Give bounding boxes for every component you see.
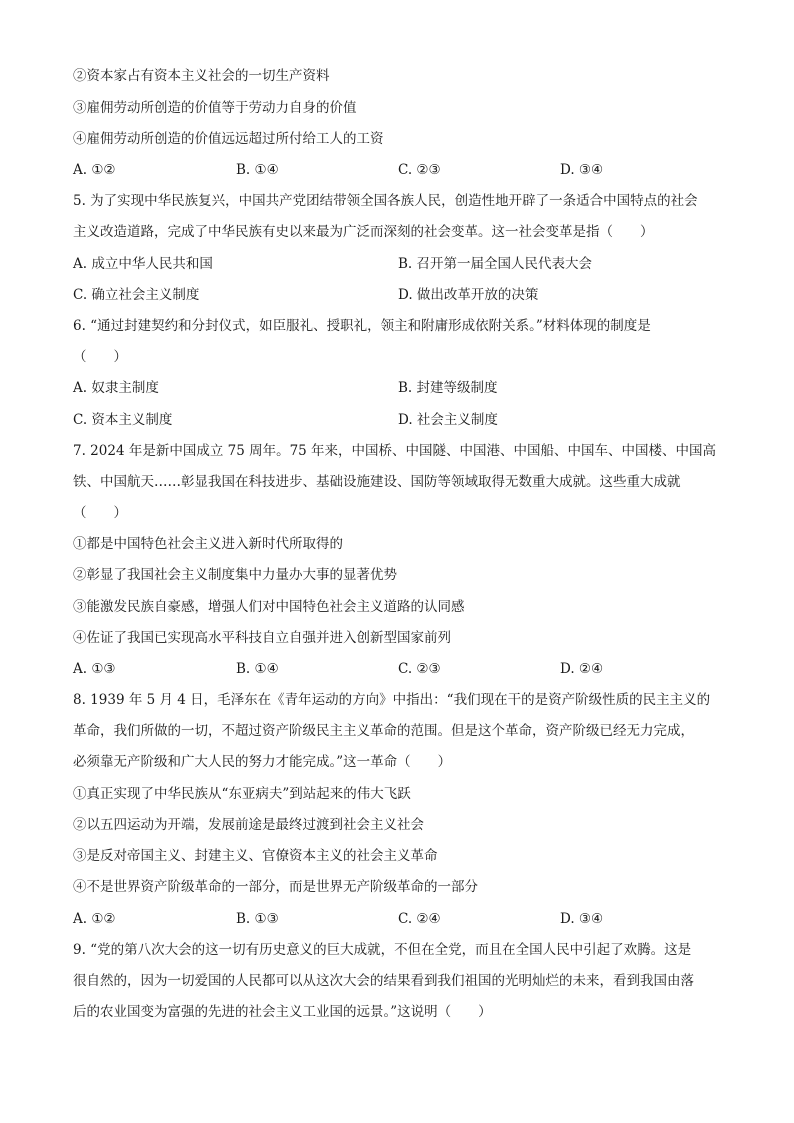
q6-stem-line-2: （ ）: [73, 349, 127, 365]
q9-stem-line-3: 后的农业国变为富强的先进的社会主义工业国的远景。”这说明（ ）: [73, 1004, 492, 1020]
q7-stem-line-2: 铁、中国航天……彰显我国在科技进步、基础设施建设、国防等领域取得无数重大成就。这些重大成就: [73, 474, 681, 490]
q4-option-c[interactable]: C. ②③: [398, 162, 441, 178]
q9-stem-line-2: 很自然的，因为一切爱国的人民都可以从这次大会的结果看到我们祖国的光明灿烂的未来，看到我国由落: [73, 973, 694, 989]
q7-item-4: ④佐证了我国已实现高水平科技自立自强并进入创新型国家前列: [73, 630, 451, 646]
q8-item-3: ③是反对帝国主义、封建主义、官僚资本主义的社会主义革命: [73, 848, 438, 864]
q4-option-b[interactable]: B. ①④: [236, 162, 279, 178]
q6-options-row-1: [73, 378, 723, 398]
q8-item-4: ④不是世界资产阶级革命的一部分，而是世界无产阶级革命的一部分: [73, 879, 478, 895]
q7-stem-line-1: 7. 2024 年是新中国成立 75 周年。75 年来，中国桥、中国隧、中国港、中国船、中国车、中国楼、中国高: [73, 443, 717, 459]
q7-item-1: ①都是中国特色社会主义进入新时代所取得的: [73, 536, 343, 552]
q6-option-b[interactable]: B. 封建等级制度: [398, 380, 498, 396]
q4-item-4: ④雇佣劳动所创造的价值远远超过所付给工人的工资: [73, 131, 384, 147]
q8-stem-line-1: 8. 1939 年 5 月 4 日，毛泽东在《青年运动的方向》中指出：“我们现在干的是资产阶级性质的民主主义的: [73, 692, 711, 708]
q5-options-row-1: [73, 254, 723, 274]
q6-stem-line-1: 6. “通过封建契约和分封仪式，如臣服礼、授职礼，领主和附庸形成依附关系。”材料体现的制度是: [73, 318, 651, 334]
q4-item-3: ③雇佣劳动所创造的价值等于劳动力自身的价值: [73, 100, 357, 116]
q6-option-a[interactable]: A. 奴隶主制度: [73, 380, 159, 396]
q4-options: [73, 160, 723, 180]
q8-stem-line-2: 革命，我们所做的一切，不超过资产阶级民主主义革命的范围。但是这个革命，资产阶级已经无力完成，: [73, 723, 694, 739]
q4-option-d[interactable]: D. ③④: [560, 162, 604, 178]
q5-options-row-2: [73, 285, 723, 305]
q8-item-1: ①真正实现了中华民族从“东亚病夫”到站起来的伟大飞跃: [73, 786, 411, 802]
q9-stem-line-1: 9. “党的第八次大会的这一切有历史意义的巨大成就，不但在全党，而且在全国人民中引起了欢腾。这是: [73, 942, 692, 958]
q4-item-2: ②资本家占有资本主义社会的一切生产资料: [73, 68, 330, 84]
q8-stem-line-3: 必须靠无产阶级和广大人民的努力才能完成。”这一革命（ ）: [73, 754, 452, 770]
q5-option-c[interactable]: C. 确立社会主义制度: [73, 287, 200, 303]
q5-option-a[interactable]: A. 成立中华人民共和国: [73, 256, 213, 272]
q7-option-b[interactable]: B. ①④: [236, 661, 279, 677]
q5-option-b[interactable]: B. 召开第一届全国人民代表大会: [398, 256, 593, 272]
q7-option-d[interactable]: D. ②④: [560, 661, 604, 677]
q8-option-c[interactable]: C. ②④: [398, 911, 441, 927]
q7-option-a[interactable]: A. ①③: [73, 661, 116, 677]
q6-option-d[interactable]: D. 社会主义制度: [398, 412, 498, 428]
q7-stem-line-3: （ ）: [73, 505, 127, 521]
q8-option-b[interactable]: B. ①③: [236, 911, 279, 927]
q8-item-2: ②以五四运动为开端，发展前途是最终过渡到社会主义社会: [73, 817, 424, 833]
q7-item-3: ③能激发民族自豪感，增强人们对中国特色社会主义道路的认同感: [73, 599, 465, 615]
q8-option-d[interactable]: D. ③④: [560, 911, 604, 927]
q8-options: [73, 909, 723, 929]
q6-options-row-2: [73, 410, 723, 430]
q7-option-c[interactable]: C. ②③: [398, 661, 441, 677]
q6-option-c[interactable]: C. 资本主义制度: [73, 412, 173, 428]
q5-stem-line-1: 5. 为了实现中华民族复兴，中国共产党团结带领全国各族人民，创造性地开辟了一条适合中国特点的社会: [73, 193, 698, 209]
q7-options: [73, 659, 723, 679]
q5-stem-line-2: 主义改造道路，完成了中华民族有史以来最为广泛而深刻的社会变革。这一社会变革是指（ ）: [73, 224, 654, 240]
q4-option-a[interactable]: A. ①②: [73, 162, 116, 178]
q5-option-d[interactable]: D. 做出改革开放的决策: [398, 287, 539, 303]
q8-option-a[interactable]: A. ①②: [73, 911, 116, 927]
q7-item-2: ②彰显了我国社会主义制度集中力量办大事的显著优势: [73, 567, 397, 583]
